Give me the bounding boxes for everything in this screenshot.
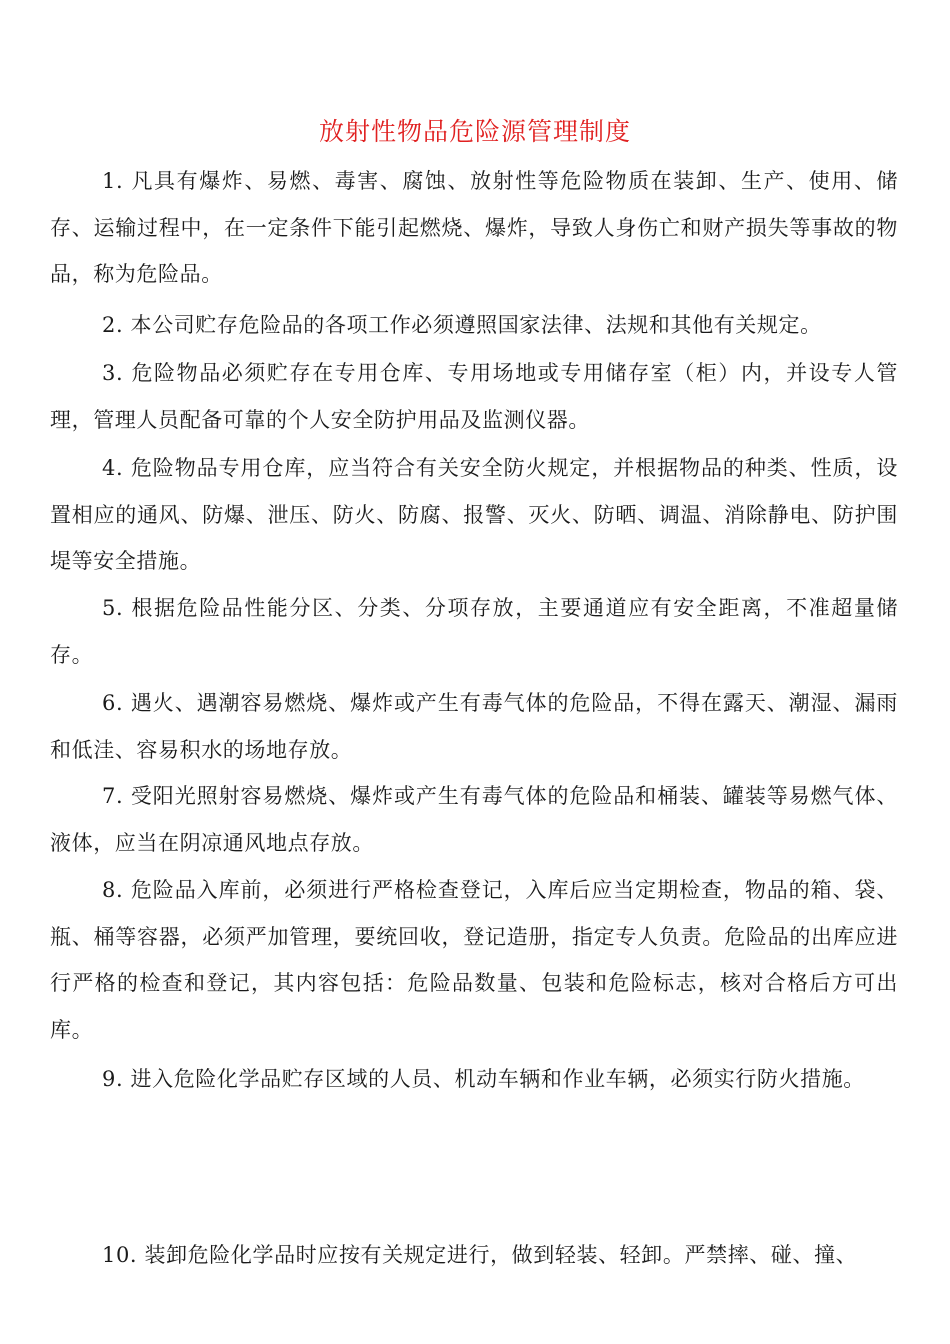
paragraph-8: 8. 危险品入库前，必须进行严格检查登记，入库后应当定期检查，物品的箱、袋、瓶、桶等容器，必须严加管理，要统回收，登记造册，指定专人负责。危险品的出库应进行严格的检查和登记，其内容包括：危险品数量、包装和危险标志，核对合格后方可出库。 xyxy=(50,878,898,1042)
paragraph-10: 10. 装卸危险化学品时应按有关规定进行，做到轻装、轻卸。严禁摔、碰、撞、 xyxy=(102,1243,858,1267)
paragraph-2: 2. 本公司贮存危险品的各项工作必须遵照国家法律、法规和其他有关规定。 xyxy=(102,313,822,337)
paragraph-4: 4. 危险物品专用仓库，应当符合有关安全防火规定，并根据物品的种类、性质，设置相应的通风、防爆、泄压、防火、防腐、报警、灭火、防晒、调温、消除静电、防护围堤等安全措施。 xyxy=(50,456,898,573)
paragraph-9: 9. 进入危险化学品贮存区域的人员、机动车辆和作业车辆，必须实行防火措施。 xyxy=(102,1067,865,1091)
paragraph-1: 1. 凡具有爆炸、易燃、毒害、腐蚀、放射性等危险物质在装卸、生产、使用、储存、运输过程中，在一定条件下能引起燃烧、爆炸，导致人身伤亡和财产损失等事故的物品，称为危险品。 xyxy=(50,169,898,286)
paragraph-7: 7. 受阳光照射容易燃烧、爆炸或产生有毒气体的危险品和桶装、罐装等易燃气体、液体，应当在阴凉通风地点存放。 xyxy=(50,784,898,855)
paragraph-5: 5. 根据危险品性能分区、分类、分项存放，主要通道应有安全距离，不准超量储存。 xyxy=(50,596,898,667)
paragraph-3: 3. 危险物品必须贮存在专用仓库、专用场地或专用储存室（柜）内，并设专人管理，管理人员配备可靠的个人安全防护用品及监测仪器。 xyxy=(50,361,898,432)
document-title: 放射性物品危险源管理制度 xyxy=(318,117,631,146)
paragraph-6: 6. 遇火、遇潮容易燃烧、爆炸或产生有毒气体的危险品，不得在露天、潮湿、漏雨和低洼、容易积水的场地存放。 xyxy=(50,691,898,762)
